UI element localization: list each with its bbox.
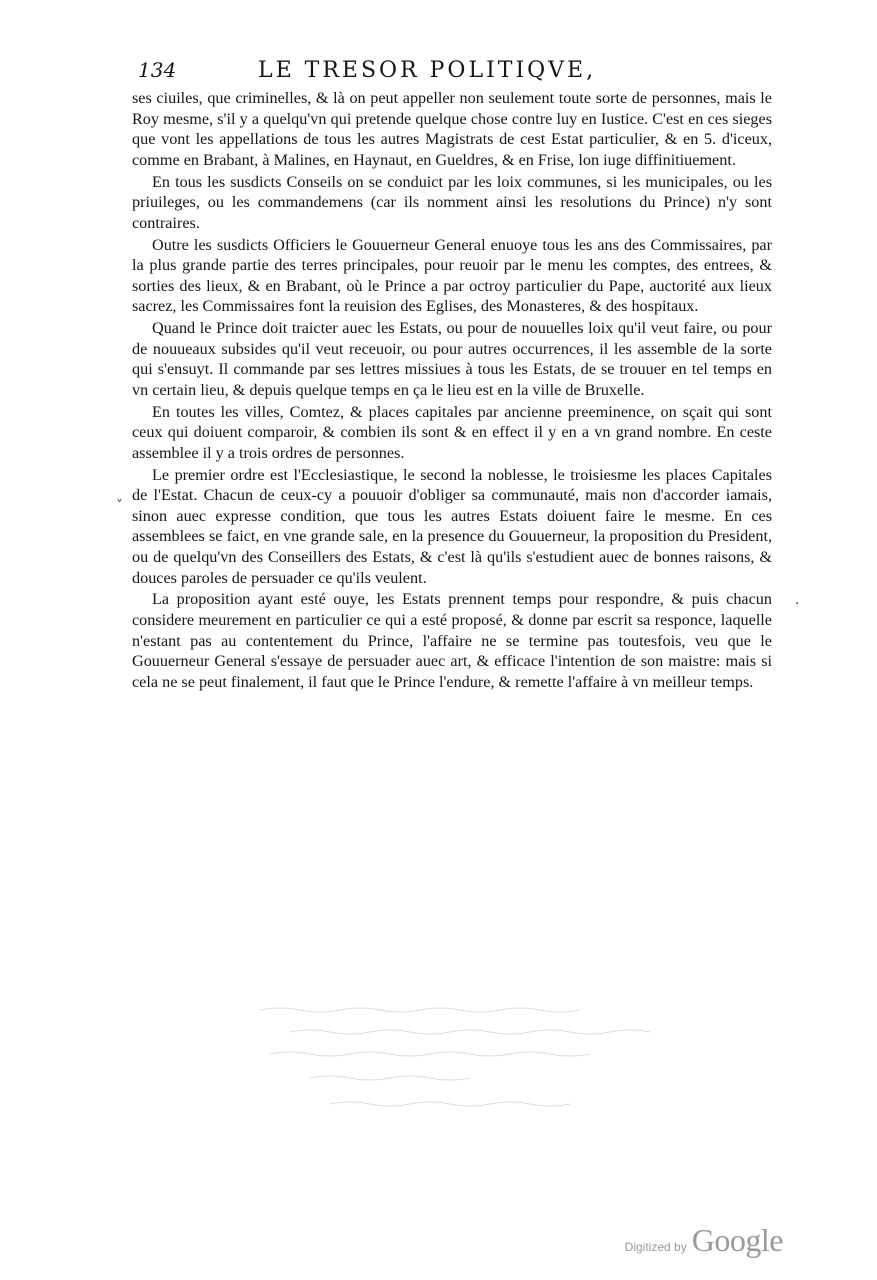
bleed-texture xyxy=(250,1002,770,1112)
watermark-brand: Google xyxy=(691,1222,783,1258)
margin-mark: ˬ xyxy=(116,486,123,502)
watermark-prefix: Digitized by xyxy=(624,1240,687,1254)
body-text xyxy=(132,88,772,694)
google-watermark xyxy=(625,1222,783,1259)
paragraph: En tous les susdicts Conseils on se conduict par les loix communes, si les municipales, ou les priuileges, ou les commandemens (car ils nomment ainsi les resolutions du Prince) n'y sont contraires. xyxy=(132,172,772,232)
paragraph: Quand le Prince doit traicter auec les Estats, ou pour de nouuelles loix qu'il veut faire, ou pour de nouueaux subsides qu'il veut receuoir, ou pour autres occurrences, il les assemble de la sorte qui s'ensuyt. Il commande par ses lettres missiues à tous les Estats, de se trouuer en tel temps en vn certain lieu, & depuis quelque temps en ça le lieu est en la ville de Bruxelle. xyxy=(132,319,772,399)
paragraph: Le premier ordre est l'Ecclesiastique, le second la noblesse, le troisiesme les places Capitales de l'Estat. Chacun de ceux-cy a pouuoir d'obliger sa communauté, mais non d'accorder iamais, sinon auec expresse condition, que tous les autres Estats doiuent faire le mesme. En ces assemblees se faict, en vne grande sale, en la presence du Gouuerneur, la proposition du President, ou de quelqu'vn des Conseillers des Estats, & c'est là qu'ils s'estudient auec de bonnes raisons, & douces paroles de persuader ce qu'ils veulent. xyxy=(132,465,772,587)
margin-mark: · xyxy=(795,596,800,612)
page-header xyxy=(138,58,658,86)
paragraph: En toutes les villes, Comtez, & places capitales par ancienne preeminence, on sçait qui sont ceux qui doiuent comparoir, & combien ils sont & en effect il y en a vn grand nombre. En ceste assemblee il y a trois ordres de personnes. xyxy=(132,402,772,462)
running-title: LE TRESOR POLITIQVE, xyxy=(258,58,597,83)
paragraph: La proposition ayant esté ouye, les Estats prennent temps pour respondre, & puis chacun considere meurement en particulier ce qui a esté proposé, & donne par escrit sa responce, laquelle n'estant pas au contentement du Prince, l'affaire ne se termine pas toutesfois, veu que le Gouuerneur General s'essaye de persuader auec art, & efficace l'intention de son maistre: mais si cela ne se peut finalement, il faut que le Prince l'endure, & remette l'affaire à vn meilleur temps. xyxy=(132,590,772,691)
show-through-bleed xyxy=(250,1002,770,1117)
page-number: 134 xyxy=(138,58,177,82)
paragraph: Outre les susdicts Officiers le Gouuerneur General enuoye tous les ans des Commissaires, par la plus grande partie des terres principales, pour reuoir par le menu les comptes, des entrees, & sorties des lieux, & en Brabant, où le Prince a par octroy particulier du Pape, auctorité aux lieux sacrez, les Commissaires font la reuision des Eglises, des Monasteres, & des hospitaux. xyxy=(132,235,772,316)
paragraph: ses ciuiles, que criminelles, & là on peut appeller non seulement toute sorte de personnes, mais le Roy mesme, s'il y a quelqu'vn qui pretende quelque chose contre luy en Iustice. C'est en ces sieges que vont les appellations de tous les autres Magistrats de cest Estat particulier, & en 5. d'iceux, comme en Brabant, à Malines, en Haynaut, en Gueldres, & en Frise, lon iuge diffinitiuement. xyxy=(132,89,772,169)
